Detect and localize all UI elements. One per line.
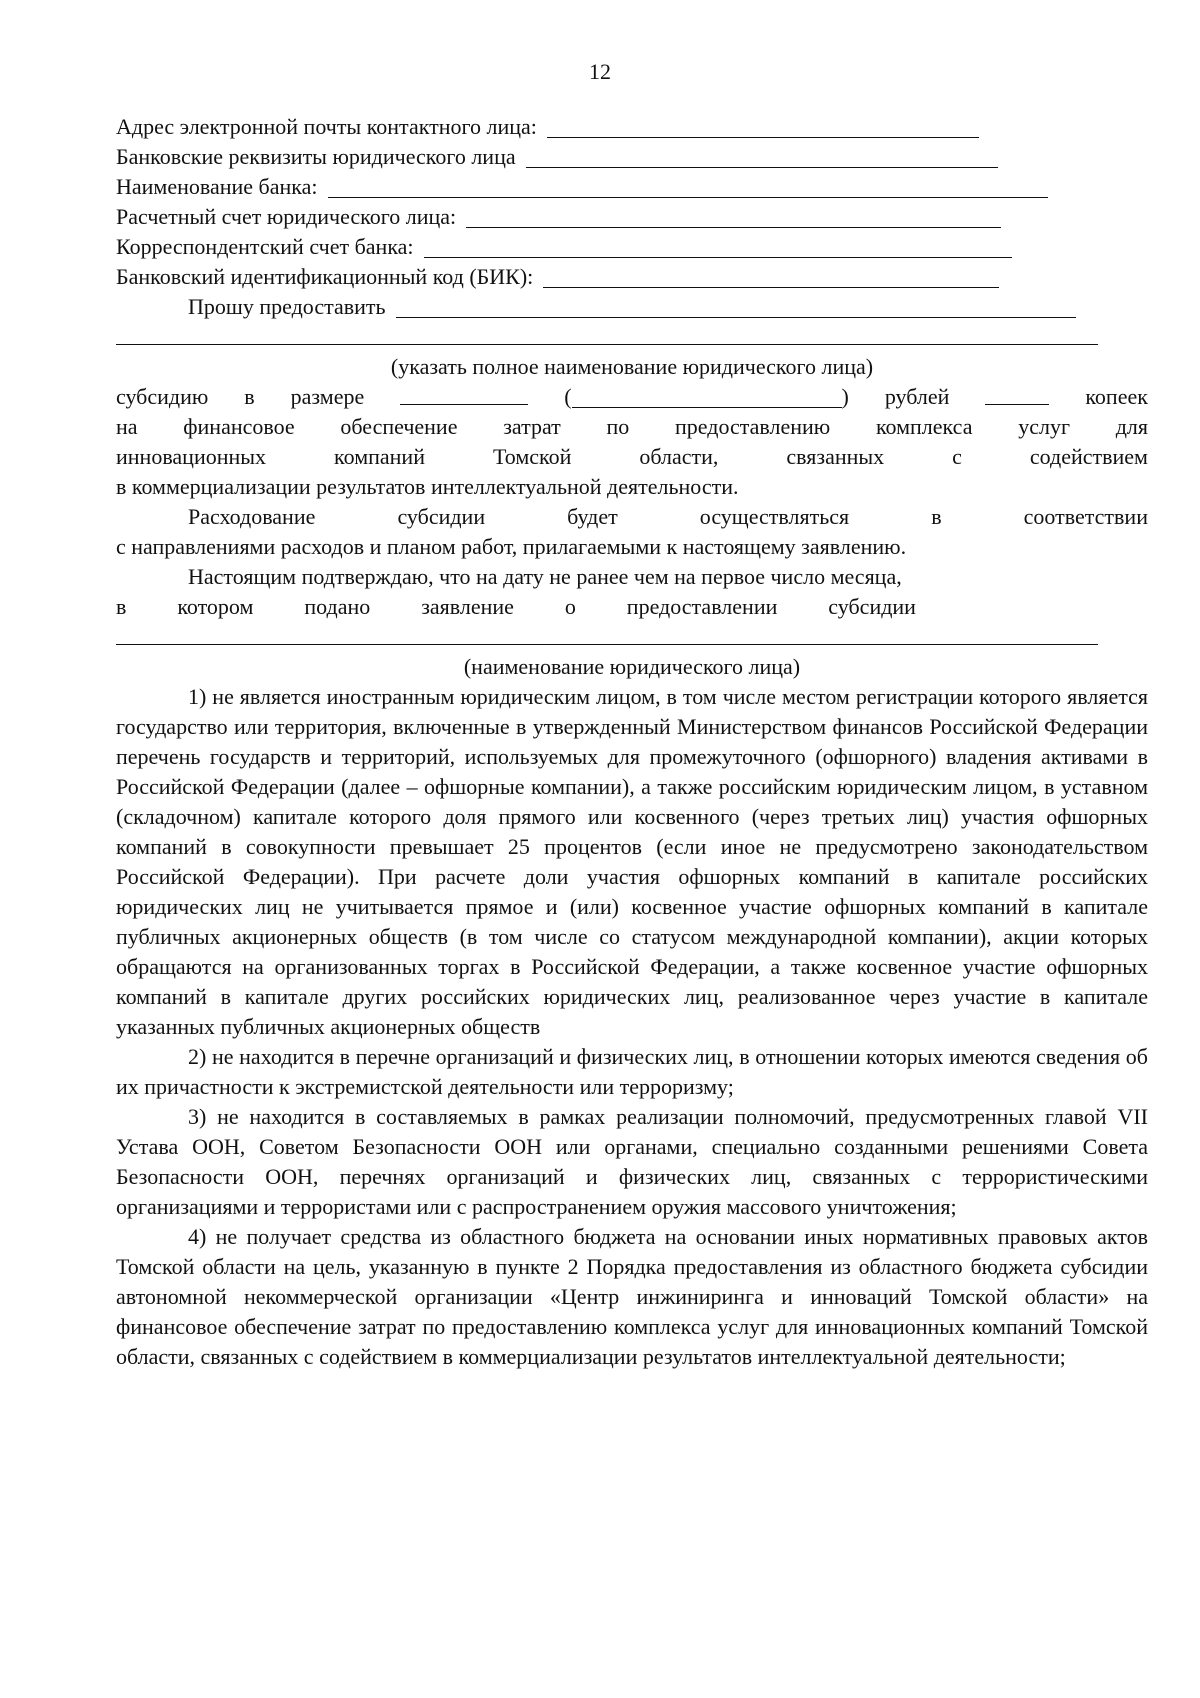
word: на: [116, 414, 138, 439]
purpose-line-3: [116, 442, 1148, 472]
bik-row: [116, 262, 1148, 292]
spending-line-1: [116, 502, 1148, 532]
word: осуществляться: [699, 504, 850, 529]
correspondent-account-blank[interactable]: [424, 235, 1012, 258]
amount-words-blank[interactable]: [572, 385, 842, 408]
bank-name-row: [116, 172, 1148, 202]
subsidy-word: размере: [290, 384, 365, 409]
confirm-line-2: [116, 592, 916, 622]
word: в: [116, 594, 127, 619]
subsidy-word: субсидию: [116, 384, 209, 409]
word: заявление: [421, 594, 514, 619]
request-blank[interactable]: [396, 295, 1076, 318]
email-label: Адрес электронной почты контактного лица:: [116, 114, 537, 139]
confirm-org-blank[interactable]: [116, 622, 1098, 645]
org-name-blank[interactable]: [116, 322, 1098, 345]
bank-details-blank[interactable]: [526, 145, 998, 168]
rubles-label: рублей: [884, 384, 950, 409]
org-name-caption: (указать полное наименование юридического лица): [390, 354, 874, 379]
word: обеспечение: [340, 414, 458, 439]
purpose-line-4: в коммерциализации результатов интеллектуальной деятельности.: [116, 474, 739, 499]
word: затрат: [503, 414, 561, 439]
conditions-list: [116, 682, 1148, 1372]
kopecks-label: копеек: [1085, 384, 1148, 409]
correspondent-account-label: Корреспондентский счет банка:: [116, 234, 414, 259]
confirm-org-caption: (наименование юридического лица): [463, 654, 801, 679]
word: субсидии: [828, 594, 916, 619]
word: компаний: [334, 444, 425, 469]
settlement-account-blank[interactable]: [466, 205, 1001, 228]
email-field-row: [116, 112, 1148, 142]
word: услуг: [1018, 414, 1070, 439]
word: Томской: [492, 444, 572, 469]
amount-words-field: [564, 382, 849, 412]
org-name-line-row: [116, 322, 1098, 352]
request-lead: Прошу предоставить: [188, 294, 386, 319]
bik-label: Банковский идентификационный код (БИК):: [116, 264, 534, 289]
word: для: [1115, 414, 1148, 439]
word: субсидии: [397, 504, 486, 529]
word: с: [952, 444, 962, 469]
word: Расходование: [188, 504, 316, 529]
word: подано: [304, 594, 371, 619]
subsidy-word: в: [244, 384, 255, 409]
condition-item-2: 2) не находится в перечне организаций и физических лиц, в отношении которых имеются сведения об их причастности к экстремистской деятельности или терроризму;: [116, 1044, 1148, 1099]
word: предоставлении: [626, 594, 778, 619]
spending-line-2: с направлениями расходов и планом работ, прилагаемыми к настоящему заявлению.: [116, 534, 907, 559]
email-blank[interactable]: [547, 115, 979, 138]
word: области,: [639, 444, 719, 469]
condition-item-1: 1) не является иностранным юридическим лицом, в том числе местом регистрации которого является государство или территория, включенные в утвержденный Министерством финансов Российской Федерации перечень государств и территорий, используемых для промежуточного (офшорного) владения активами в Российской Федерации (далее – офшорные компании), а также российским юридическим лицом, в уставном (складочном) капитале которого доля прямого или косвенного (через третьих лиц) участия офшорных компаний в совокупности превышает 25 процентов (если иное не предусмотрено законодательством Российской Федерации). При расчете доли участия офшорных компаний в капитале российских юридических лиц не учитывается прямое и (или) косвенное участие офшорных компаний в капитале публичных акционерных обществ (в том числе со статусом международной компании), акции которых обращаются на организованных торгах в Российской Федерации, а также косвенное участие офшорных компаний в капитале других российских юридических лиц, реализованное через участие в капитале указанных публичных акционерных обществ: [116, 684, 1148, 1039]
bank-name-label: Наименование банка:: [116, 174, 318, 199]
word: в: [931, 504, 942, 529]
condition-item-3: 3) не находится в составляемых в рамках реализации полномочий, предусмотренных главой VII Устава ООН, Советом Безопасности ООН или органами, специально созданными решениями Совета Безопасности ООН, перечнях организаций и физических лиц, связанных с террористическими организациями и террористами или с распространением оружия массового уничтожения;: [116, 1104, 1148, 1219]
form-content: [116, 112, 1148, 1372]
settlement-account-label: Расчетный счет юридического лица:: [116, 204, 457, 229]
word: связанных: [786, 444, 885, 469]
word: содействием: [1029, 444, 1148, 469]
word: финансовое: [183, 414, 295, 439]
open-paren: (: [564, 384, 572, 409]
amount-digits-blank[interactable]: [400, 382, 528, 405]
kopecks-blank[interactable]: [985, 382, 1049, 405]
page-number: 12: [589, 59, 611, 84]
word: соответствии: [1023, 504, 1148, 529]
word: по: [606, 414, 630, 439]
request-row: [116, 292, 1148, 322]
word: котором: [177, 594, 254, 619]
bank-details-label: Банковские реквизиты юридического лица: [116, 144, 516, 169]
bank-details-row: [116, 142, 1148, 172]
confirm-line-1: Настоящим подтверждаю, что на дату не ранее чем на первое число месяца,: [188, 564, 902, 589]
bank-name-blank[interactable]: [328, 175, 1048, 198]
bik-blank[interactable]: [543, 265, 999, 288]
purpose-line-2: [116, 412, 1148, 442]
settlement-account-row: [116, 202, 1148, 232]
correspondent-account-row: [116, 232, 1148, 262]
subsidy-amount-line: [116, 382, 1148, 412]
word: комплекса: [875, 414, 973, 439]
confirm-org-line-row: [116, 622, 1098, 652]
condition-item-4: 4) не получает средства из областного бюджета на основании иных нормативных правовых актов Томской области на цель, указанную в пункте 2 Порядка предоставления из областного бюджета субсидии автономной некоммерческой организации «Центр инжиниринга и инноваций Томской области» на финансовое обеспечение затрат по предоставлению комплекса услуг для инновационных компаний Томской области, связанных с содействием в коммерциализации результатов интеллектуальной деятельности;: [116, 1224, 1148, 1369]
word: инновационных: [116, 444, 267, 469]
word: будет: [567, 504, 618, 529]
word: предоставлению: [675, 414, 831, 439]
close-paren: ): [841, 384, 849, 409]
word: о: [564, 594, 576, 619]
